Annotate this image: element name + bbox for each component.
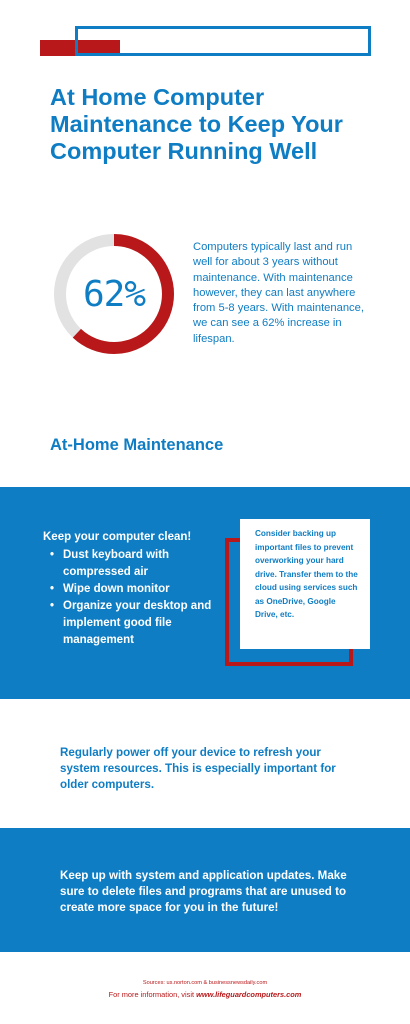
section-heading: At-Home Maintenance xyxy=(50,436,224,454)
list-item: • Wipe down monitor xyxy=(50,581,230,598)
percent-label: 62% xyxy=(82,273,146,315)
cleaning-heading: Keep your computer clean! xyxy=(43,531,192,543)
backup-callout xyxy=(240,519,370,649)
backup-callout-text: Consider backing up important files to prevent overworking your hard drive. Transfer them to the cloud using services such as OneDrive, Google Drive, etc. xyxy=(255,529,358,619)
more-info-line xyxy=(0,990,410,999)
website-link[interactable]: www.lifeguardcomputers.com xyxy=(196,990,302,999)
list-item: • Dust keyboard with compressed air xyxy=(50,547,230,581)
list-item: • Organize your desktop and implement good file management xyxy=(50,598,230,649)
sources-note: Sources: us.norton.com & businessnewsdaily.com xyxy=(142,980,268,986)
cleaning-list xyxy=(50,547,230,649)
more-info-prefix: For more information, visit xyxy=(108,990,197,999)
lifespan-description: Computers typically last and run well for about 3 years without maintenance. With maintenance however, they can last anywhere from 5-8 years. With maintenance, we can see a 62% increase in lifespan. xyxy=(193,241,364,345)
power-off-tip: Regularly power off your device to refresh your system resources. This is especially important for older computers. xyxy=(60,746,336,792)
page-title: At Home Computer Maintenance to Keep Your Computer Running Well xyxy=(50,84,343,164)
updates-tip: Keep up with system and application updates. Make sure to delete files and programs that are unused to create more space for you in the future! xyxy=(60,869,347,915)
decorative-outline-frame xyxy=(75,26,371,56)
